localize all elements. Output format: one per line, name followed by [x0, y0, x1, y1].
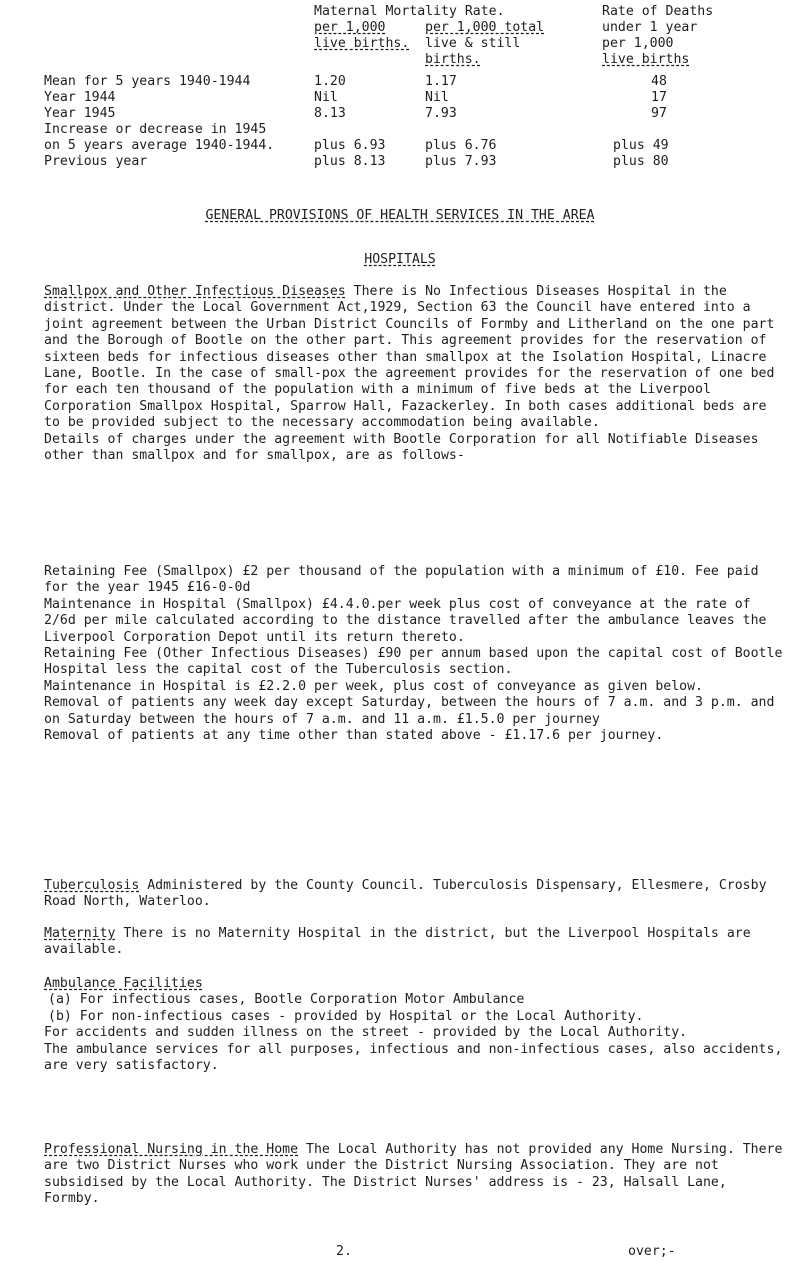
page-number: 2. [336, 1244, 352, 1259]
maternity-section [44, 926, 786, 959]
row-label: Mean for 5 years 1940-1944 [44, 74, 251, 89]
row-label: on 5 years average 1940-1944. [44, 138, 275, 153]
table-row [44, 90, 784, 106]
tuberculosis-text: Administered by the County Council. Tuberculosis Dispensary, Ellesmere, Crosby Road North, Waterloo. [44, 878, 767, 910]
charges-section [44, 564, 786, 744]
row-value-infant-deaths: 97 [651, 106, 667, 121]
smallpox-details: Details of charges under the agreement with Bootle Corporation for all Notifiable Diseases other than smallpox and for smallpox, are as follows- [44, 431, 759, 464]
smallpox-section [44, 284, 786, 464]
row-value-maternal-total: 1.17 [425, 74, 457, 89]
ambulance-summary: The ambulance services for all purposes, infectious and non-infectious cases, also accidents, are very satisfactory. [44, 1041, 783, 1074]
maternity-text: There is no Maternity Hospital in the district, but the Liverpool Hospitals are available. [44, 926, 751, 958]
header-maternal-mortality: Maternal Mortality Rate. [314, 4, 505, 19]
row-value-maternal-total: plus 6.76 [425, 138, 497, 153]
header-births: births. [425, 52, 481, 67]
header-per-1000-total: per 1,000 total [425, 20, 545, 35]
ambulance-heading: Ambulance Facilities [44, 976, 203, 991]
charge-item: Maintenance in Hospital is £2.2.0 per week, plus cost of conveyance as given below. [44, 678, 703, 694]
charge-item: Removal of patients any week day except Saturday, between the hours of 7 a.m. and 3 p.m. and on Saturday between the hours of 7 a.m. and 11 a.m. £1.5.0 per journey [44, 695, 775, 727]
row-label: Previous year [44, 154, 148, 169]
row-value-maternal-total: Nil [425, 90, 449, 105]
ambulance-item: For accidents and sudden illness on the street - provided by the Local Authority. [44, 1025, 688, 1041]
table-row [44, 106, 784, 122]
nursing-heading: Professional Nursing in the Home [44, 1142, 299, 1157]
header-per-1000-a: per 1,000 [314, 20, 386, 35]
ambulance-item: (a) For infectious cases, Bootle Corporation Motor Ambulance [48, 992, 525, 1008]
tuberculosis-section [44, 878, 786, 911]
row-value-infant-deaths: plus 80 [613, 154, 669, 169]
row-value-maternal-live: plus 8.13 [314, 154, 386, 169]
row-value-maternal-total: plus 7.93 [425, 154, 497, 169]
tuberculosis-heading: Tuberculosis [44, 878, 140, 893]
table-row [44, 122, 784, 138]
section-title: GENERAL PROVISIONS OF HEALTH SERVICES IN THE AREA [205, 208, 595, 223]
smallpox-heading: Smallpox and Other Infectious Diseases [44, 284, 346, 299]
row-label: Year 1945 [44, 106, 116, 121]
over-note: over;- [628, 1244, 676, 1259]
header-live-births-b: live births [602, 52, 690, 67]
row-value-maternal-total: 7.93 [425, 106, 457, 121]
header-live-births-a: live births. [314, 36, 410, 51]
header-per-1000-b: per 1,000 [602, 36, 674, 51]
row-value-maternal-live: Nil [314, 90, 338, 105]
row-value-infant-deaths: plus 49 [613, 138, 669, 153]
subsection-title-hospitals: HOSPITALS [364, 252, 436, 267]
row-value-infant-deaths: 17 [651, 90, 667, 105]
header-rate-of-deaths: Rate of Deaths [602, 4, 714, 19]
row-value-infant-deaths: 48 [651, 74, 667, 89]
row-value-maternal-live: plus 6.93 [314, 138, 386, 153]
header-under-1-year: under 1 year [602, 20, 698, 35]
table-row [44, 154, 784, 170]
table-row [44, 74, 784, 90]
smallpox-text: There is No Infectious Diseases Hospital in the district. Under the Local Government Act,1929, Section 63 the Council have entered into a joint agreement between the Urban District Councils of Formby and Litherland on the one part and the Borough of Bootle on the other part. This agreement provides for the reservation of sixteen beds for infectious diseases other than smallpox at the Isolation Hospital, Linacre Lane, Bootle. In the case of small-pox the agreement provides for the reservation of one bed for each ten thousand of the population with a minimum of five beds at the Liverpool Corporation Smallpox Hospital, Sparrow Hall, Fazackerley. In both cases additional beds are to be provided subject to the necessary accommodation being available. [44, 284, 775, 431]
row-label: Year 1944 [44, 90, 116, 105]
ambulance-item: (b) For non-infectious cases - provided by Hospital or the Local Authority. [48, 1008, 644, 1024]
row-label: Increase or decrease in 1945 [44, 122, 267, 137]
charge-item: Maintenance in Hospital (Smallpox) £4.4.0.per week plus cost of conveyance at the rate of 2/6d per mile calculated according to the distance travelled after the ambulance leaves the Liverpool Corporation Depot until its return thereto. [44, 596, 767, 645]
charge-item: Retaining Fee (Other Infectious Diseases) £90 per annum based upon the capital cost of Bootle Hospital less the capital cost of the Tuberculosis section. [44, 646, 783, 678]
row-value-maternal-live: 8.13 [314, 106, 346, 121]
header-live-still: live & still [425, 36, 521, 51]
nursing-section [44, 1142, 786, 1208]
row-value-maternal-live: 1.20 [314, 74, 346, 89]
ambulance-section [44, 976, 786, 1074]
nursing-text: The Local Authority has not provided any Home Nursing. There are two District Nurses who work under the District Nursing Association. They are not subsidised by the Local Authority. The District Nurses' address is - 23, Halsall Lane, Formby. [44, 1142, 783, 1207]
charge-item: Removal of patients at any time other than stated above - £1.17.6 per journey. [44, 728, 664, 744]
table-row [44, 138, 784, 154]
maternity-heading: Maternity [44, 926, 116, 941]
charge-item: Retaining Fee (Smallpox) £2 per thousand of the population with a minimum of £10. Fee paid for the year 1945 £16-0-0d [44, 564, 759, 596]
